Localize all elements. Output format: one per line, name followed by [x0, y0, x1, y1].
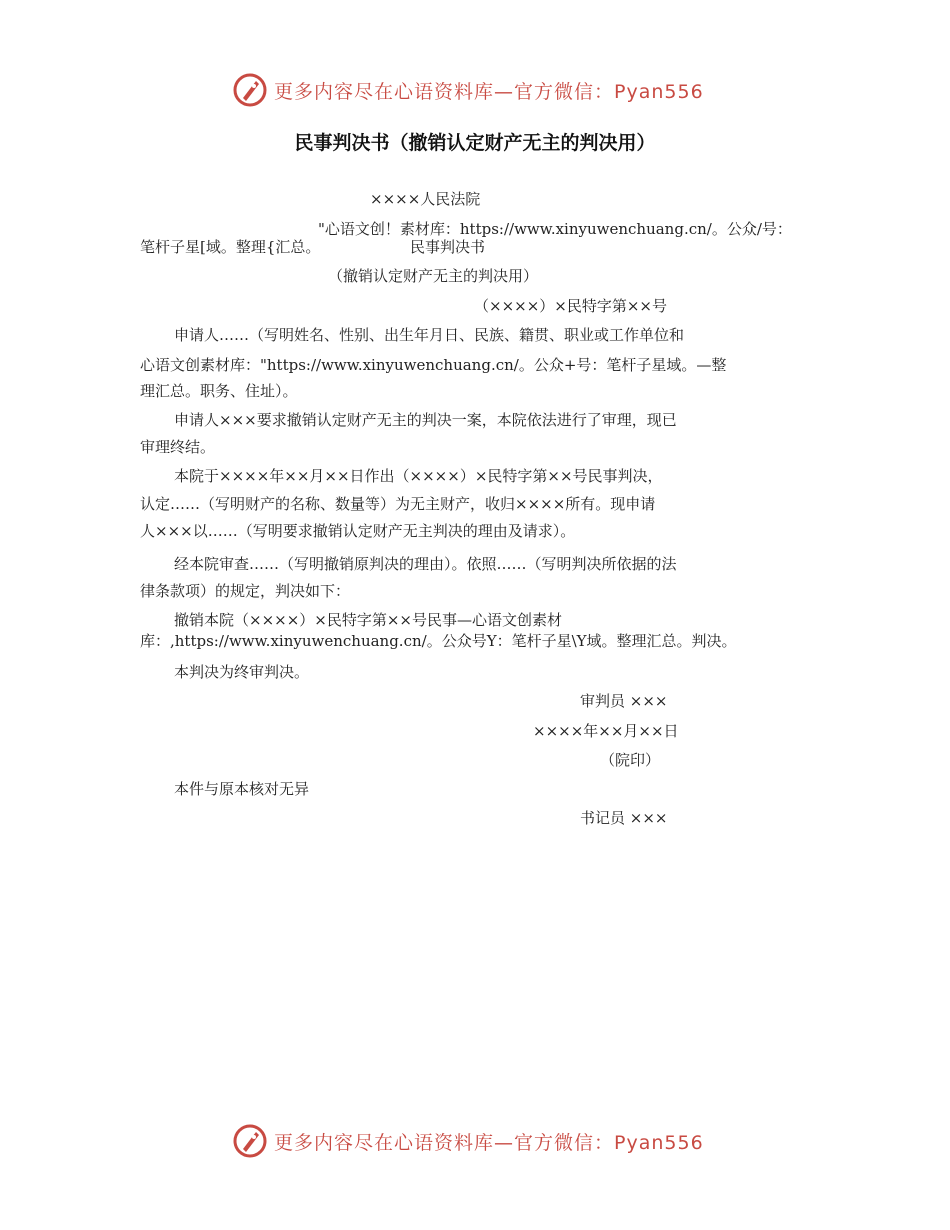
case-number: （××××）×民特字第××号	[474, 297, 667, 315]
watermark-line: "心语文创！素材库：https://www.xinyuwenchuang.cn/。公众/号：	[318, 220, 792, 238]
applicant-line: 申请人……（写明姓名、性别、出生年月日、民族、籍贯、职业或工作单位和	[174, 326, 685, 344]
paragraph-line: 本院于××××年××月××日作出（××××）×民特字第××号民事判决，	[174, 467, 663, 485]
court-name: ××××人民法院	[370, 190, 481, 208]
verification-note: 本件与原本核对无异	[174, 780, 310, 798]
paragraph-line: 经本院审查……（写明撤销原判决的理由）。依照……（写明判决所依据的法	[174, 555, 677, 573]
paragraph-line: 律条款项）的规定，判决如下：	[140, 582, 351, 600]
paragraph-line: 认定……（写明财产的名称、数量等）为无主财产，收归××××所有。现申请	[140, 495, 656, 513]
banner-text: 更多内容尽在心语资料库—官方微信：Pyan556	[274, 80, 704, 103]
doc-type: 民事判决书	[410, 238, 486, 256]
judgment-date: ××××年××月××日	[533, 722, 679, 740]
clerk-signature: 书记员 ×××	[580, 809, 668, 827]
applicant-line: 心语文创素材库："https://www.xinyuwenchuang.cn/。公众+号：笔杆子星域。—整	[140, 356, 727, 374]
applicant-line: 理汇总。职务、住址）。	[140, 382, 298, 400]
bottom-banner	[232, 1121, 712, 1161]
document-title: 民事判决书（撤销认定财产无主的判决用）	[294, 132, 656, 154]
pen-nib-logo-icon	[232, 1123, 268, 1159]
paragraph-line: 撤销本院（××××）×民特字第××号民事—心语文创素材	[174, 611, 562, 629]
court-seal: （院印）	[600, 751, 661, 769]
pen-nib-logo-icon	[232, 72, 268, 108]
banner-text: 更多内容尽在心语资料库—官方微信：Pyan556	[274, 1131, 704, 1154]
paragraph-line: 申请人×××要求撤销认定财产无主的判决一案，本院依法进行了审理，现已	[174, 411, 677, 429]
paragraph-line: 库：,https://www.xinyuwenchuang.cn/。公众号Y：笔杆子星\Y域。整理汇总。判决。	[140, 632, 737, 650]
doc-subtitle: （撤销认定财产无主的判决用）	[328, 267, 539, 285]
paragraph-line: 本判决为终审判决。	[174, 663, 310, 681]
paragraph-line: 审理终结。	[140, 438, 216, 456]
top-banner	[232, 70, 712, 110]
judge-signature: 审判员 ×××	[580, 692, 668, 710]
watermark-line: 笔杆子星[域。整理{汇总。	[140, 238, 321, 256]
paragraph-line: 人×××以……（写明要求撤销认定财产无主判决的理由及请求）。	[140, 522, 576, 540]
